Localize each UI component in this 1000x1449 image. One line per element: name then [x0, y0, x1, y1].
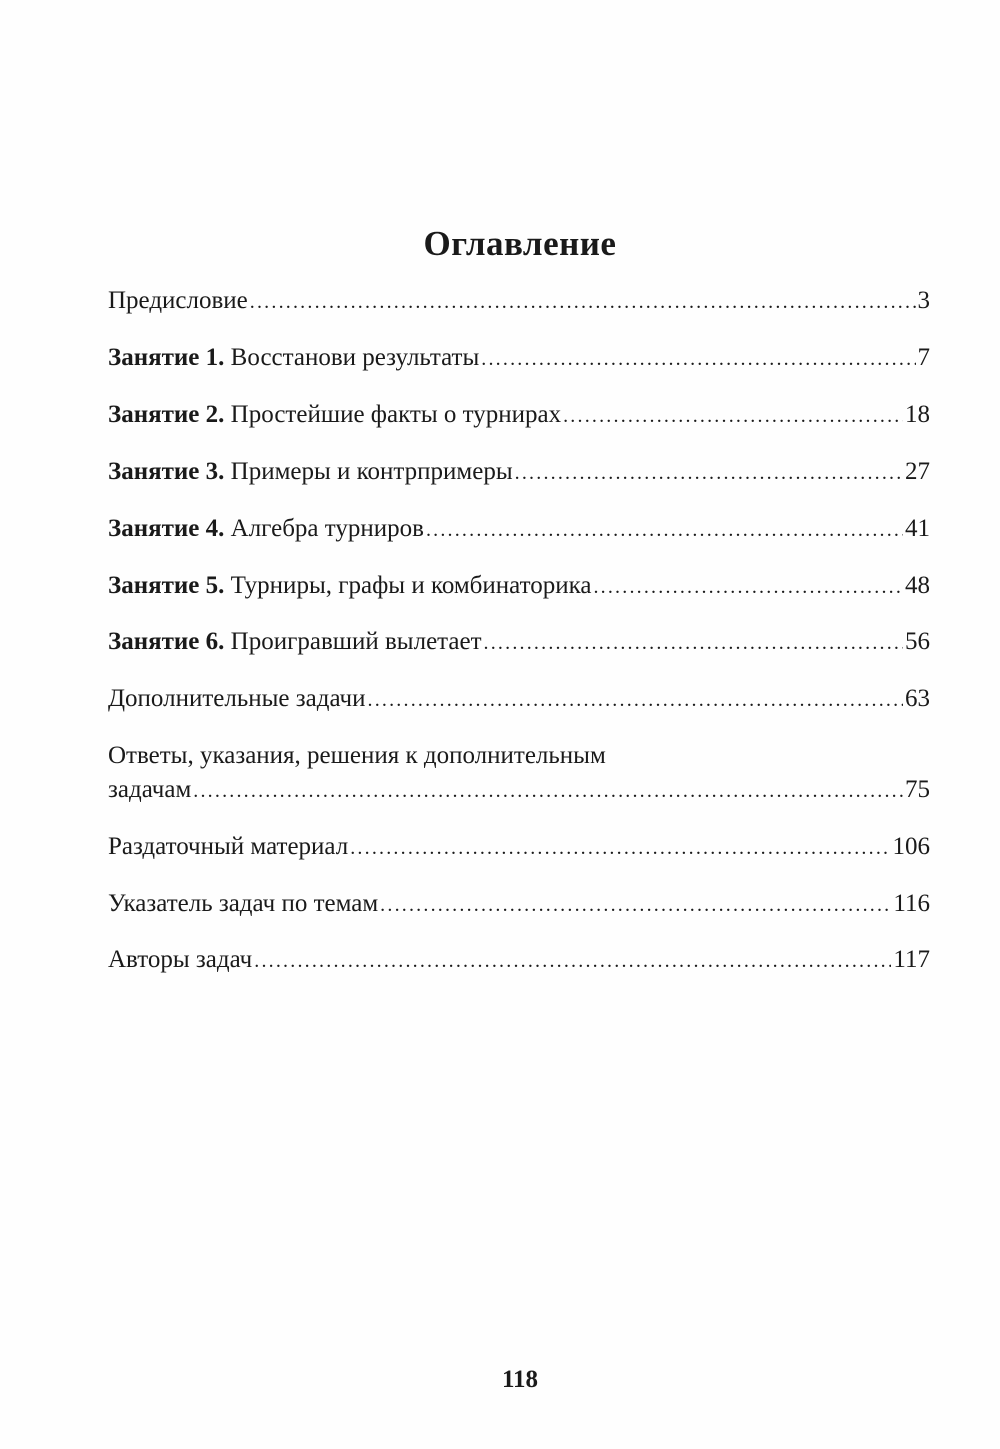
toc-leader-dots [515, 456, 903, 490]
toc-entry [108, 398, 930, 433]
toc-entry-label: Занятие 6. Проигравший вылетает [108, 628, 482, 655]
toc-leader-dots [426, 513, 903, 547]
toc-entry-label: Занятие 3. Примеры и контрпримеры [108, 458, 513, 485]
page-title: Оглавление [423, 224, 617, 263]
toc-page-number: 18 [905, 401, 930, 428]
toc-page-number: 48 [905, 572, 930, 599]
toc-entry [108, 284, 930, 319]
toc-leader-dots [350, 831, 890, 865]
toc-page-number: 56 [905, 628, 930, 655]
lesson-number: Занятие 2. [108, 401, 225, 428]
toc-entry [108, 569, 930, 604]
toc-entry-label: Предисловие [108, 287, 248, 314]
toc-page-number: 41 [905, 515, 930, 542]
lesson-number: Занятие 4. [108, 515, 225, 542]
toc-entry [108, 887, 930, 922]
toc-entry-label: Раздаточный материал [108, 833, 349, 860]
toc-entry [108, 512, 930, 547]
toc-entry-label-line1: Ответы, указания, решения к дополнительным [108, 742, 606, 769]
page-number: 118 [501, 1366, 539, 1393]
toc-leader-dots [593, 570, 903, 604]
toc-entry [108, 625, 930, 660]
lesson-number: Занятие 1. [108, 344, 225, 371]
toc-entry-label: Занятие 4. Алгебра турниров [108, 515, 424, 542]
toc-leader-dots [193, 774, 903, 808]
toc-entry [108, 455, 930, 490]
toc-entry [108, 943, 930, 978]
toc-leader-dots [250, 285, 916, 319]
toc-page-number: 116 [893, 890, 930, 917]
toc-entry-label: Занятие 1. Восстанови результаты [108, 344, 480, 371]
toc-leader-dots [484, 626, 903, 660]
toc-leader-dots [368, 683, 904, 717]
toc-entry [108, 830, 930, 865]
toc-leader-dots [380, 888, 891, 922]
toc-entry [108, 341, 930, 376]
lesson-number: Занятие 3. [108, 458, 225, 485]
toc-page-number: 117 [893, 946, 930, 973]
toc-entry-label: Дополнительные задачи [108, 685, 366, 712]
toc-leader-dots [563, 399, 903, 433]
toc-page-number: 7 [917, 344, 930, 371]
toc-leader-dots [481, 342, 915, 376]
toc-page-number: 3 [917, 287, 930, 314]
toc-entry-label: Авторы задач [108, 946, 253, 973]
toc-entry [108, 682, 930, 717]
toc-entry-label: Занятие 2. Простейшие факты о турнирах [108, 401, 562, 428]
toc-page-number: 27 [905, 458, 930, 485]
toc-leader-dots [254, 944, 891, 978]
toc-entry [108, 739, 930, 808]
toc-page-number: 75 [905, 776, 930, 803]
toc-entry-label: Указатель задач по темам [108, 890, 379, 917]
lesson-number: Занятие 6. [108, 628, 225, 655]
toc-entry-label: Занятие 5. Турниры, графы и комбинаторика [108, 572, 592, 599]
toc-page-number: 106 [892, 833, 930, 860]
toc-entry-label: задачам [108, 776, 192, 803]
lesson-number: Занятие 5. [108, 572, 225, 599]
toc-page-number: 63 [905, 685, 930, 712]
